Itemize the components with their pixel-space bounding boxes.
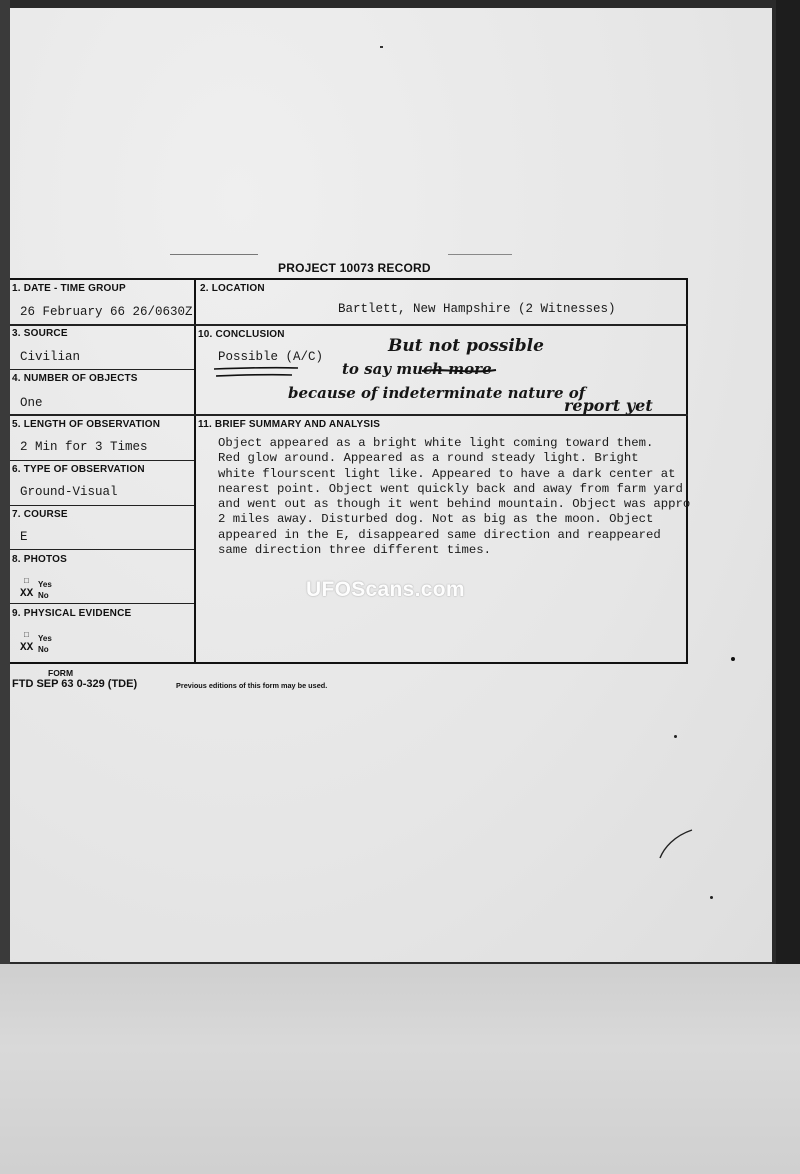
summary-line: Object appeared as a bright white light coming toward them. xyxy=(218,436,654,450)
physical-evidence-yes-label: Yes xyxy=(38,634,52,643)
scan-right-edge xyxy=(776,0,800,964)
brief-summary-label: 11. BRIEF SUMMARY AND ANALYSIS xyxy=(198,419,381,430)
summary-line: nearest point. Object went quickly back and away from farm yard xyxy=(218,481,683,496)
conclusion-strikeout xyxy=(212,366,302,380)
handwritten-note-line3: because of indeterminate nature of xyxy=(288,384,586,402)
photos-yes-checkbox: □ xyxy=(24,577,29,586)
location-label: 2. LOCATION xyxy=(200,283,265,294)
footer-form-word: FORM xyxy=(48,668,74,678)
summary-line: 2 miles away. Disturbed dog. Not as big as the moon. Object xyxy=(218,512,654,527)
photos-yes-label: Yes xyxy=(38,580,52,589)
title-rule-right xyxy=(448,254,512,255)
conclusion-value: Possible (A/C) xyxy=(218,350,324,364)
row-divider xyxy=(10,324,688,326)
photos-label: 8. PHOTOS xyxy=(12,554,67,565)
speck xyxy=(731,657,735,661)
physical-evidence-no-label: No xyxy=(38,645,49,654)
course-value: E xyxy=(20,530,28,544)
row-divider xyxy=(10,369,194,370)
scan-lower-page xyxy=(0,964,800,1174)
row-divider xyxy=(10,460,194,461)
speck xyxy=(674,735,677,738)
handwritten-note-line4: report yet xyxy=(564,396,653,415)
handwritten-note-line1: But not possible xyxy=(388,336,544,356)
watermark: UFOScans.com xyxy=(306,578,465,601)
physical-evidence-yes-checkbox: □ xyxy=(24,631,29,640)
summary-line: same direction three different times. xyxy=(218,543,492,558)
speck xyxy=(710,896,713,899)
row-divider xyxy=(10,603,194,604)
length-of-observation-label: 5. LENGTH OF OBSERVATION xyxy=(12,419,161,430)
source-label: 3. SOURCE xyxy=(12,328,68,339)
source-value: Civilian xyxy=(20,350,81,364)
summary-line: white flourscent light like. Appeared to have a dark center at xyxy=(218,466,676,481)
footer-form-code: FTD SEP 63 0-329 (TDE) xyxy=(12,678,138,690)
handwritten-note-line2: to say much more xyxy=(342,360,492,378)
summary-line: appeared in the E, disappeared same direction and reappeared xyxy=(218,527,661,542)
length-of-observation-value: 2 Min for 3 Times xyxy=(20,440,148,454)
date-time-value: 26 February 66 26/0630Z xyxy=(20,305,193,319)
footer-note: Previous editions of this form may be used. xyxy=(176,681,328,690)
summary-line: and went out as though it went behind mountain. Object was appro xyxy=(218,497,691,512)
speck xyxy=(380,46,383,48)
photos-no-label: No xyxy=(38,591,49,600)
type-of-observation-label: 6. TYPE OF OBSERVATION xyxy=(12,464,145,475)
type-of-observation-value: Ground-Visual xyxy=(20,485,118,499)
title-rule-left xyxy=(170,254,258,255)
brief-summary-text xyxy=(218,436,714,558)
conclusion-label: 10. CONCLUSION xyxy=(198,329,285,340)
scan-left-edge xyxy=(0,0,10,964)
form-column-divider xyxy=(194,280,196,662)
physical-evidence-no-checkbox: XX xyxy=(20,642,34,654)
number-of-objects-value: One xyxy=(20,396,43,410)
row-divider xyxy=(10,549,194,550)
date-time-label: 1. DATE - TIME GROUP xyxy=(12,283,126,294)
summary-line: Red glow around. Appeared as a round steady light. Bright xyxy=(218,451,639,466)
course-label: 7. COURSE xyxy=(12,509,68,520)
photos-no-checkbox: XX xyxy=(20,588,34,600)
number-of-objects-label: 4. NUMBER OF OBJECTS xyxy=(12,373,138,384)
handwritten-strikethrough xyxy=(420,366,500,376)
physical-evidence-label: 9. PHYSICAL EVIDENCE xyxy=(12,608,132,619)
location-value: Bartlett, New Hampshire (2 Witnesses) xyxy=(338,302,616,316)
form-title: PROJECT 10073 RECORD xyxy=(278,261,431,275)
stray-pen-mark xyxy=(656,826,696,862)
row-divider xyxy=(10,505,194,506)
